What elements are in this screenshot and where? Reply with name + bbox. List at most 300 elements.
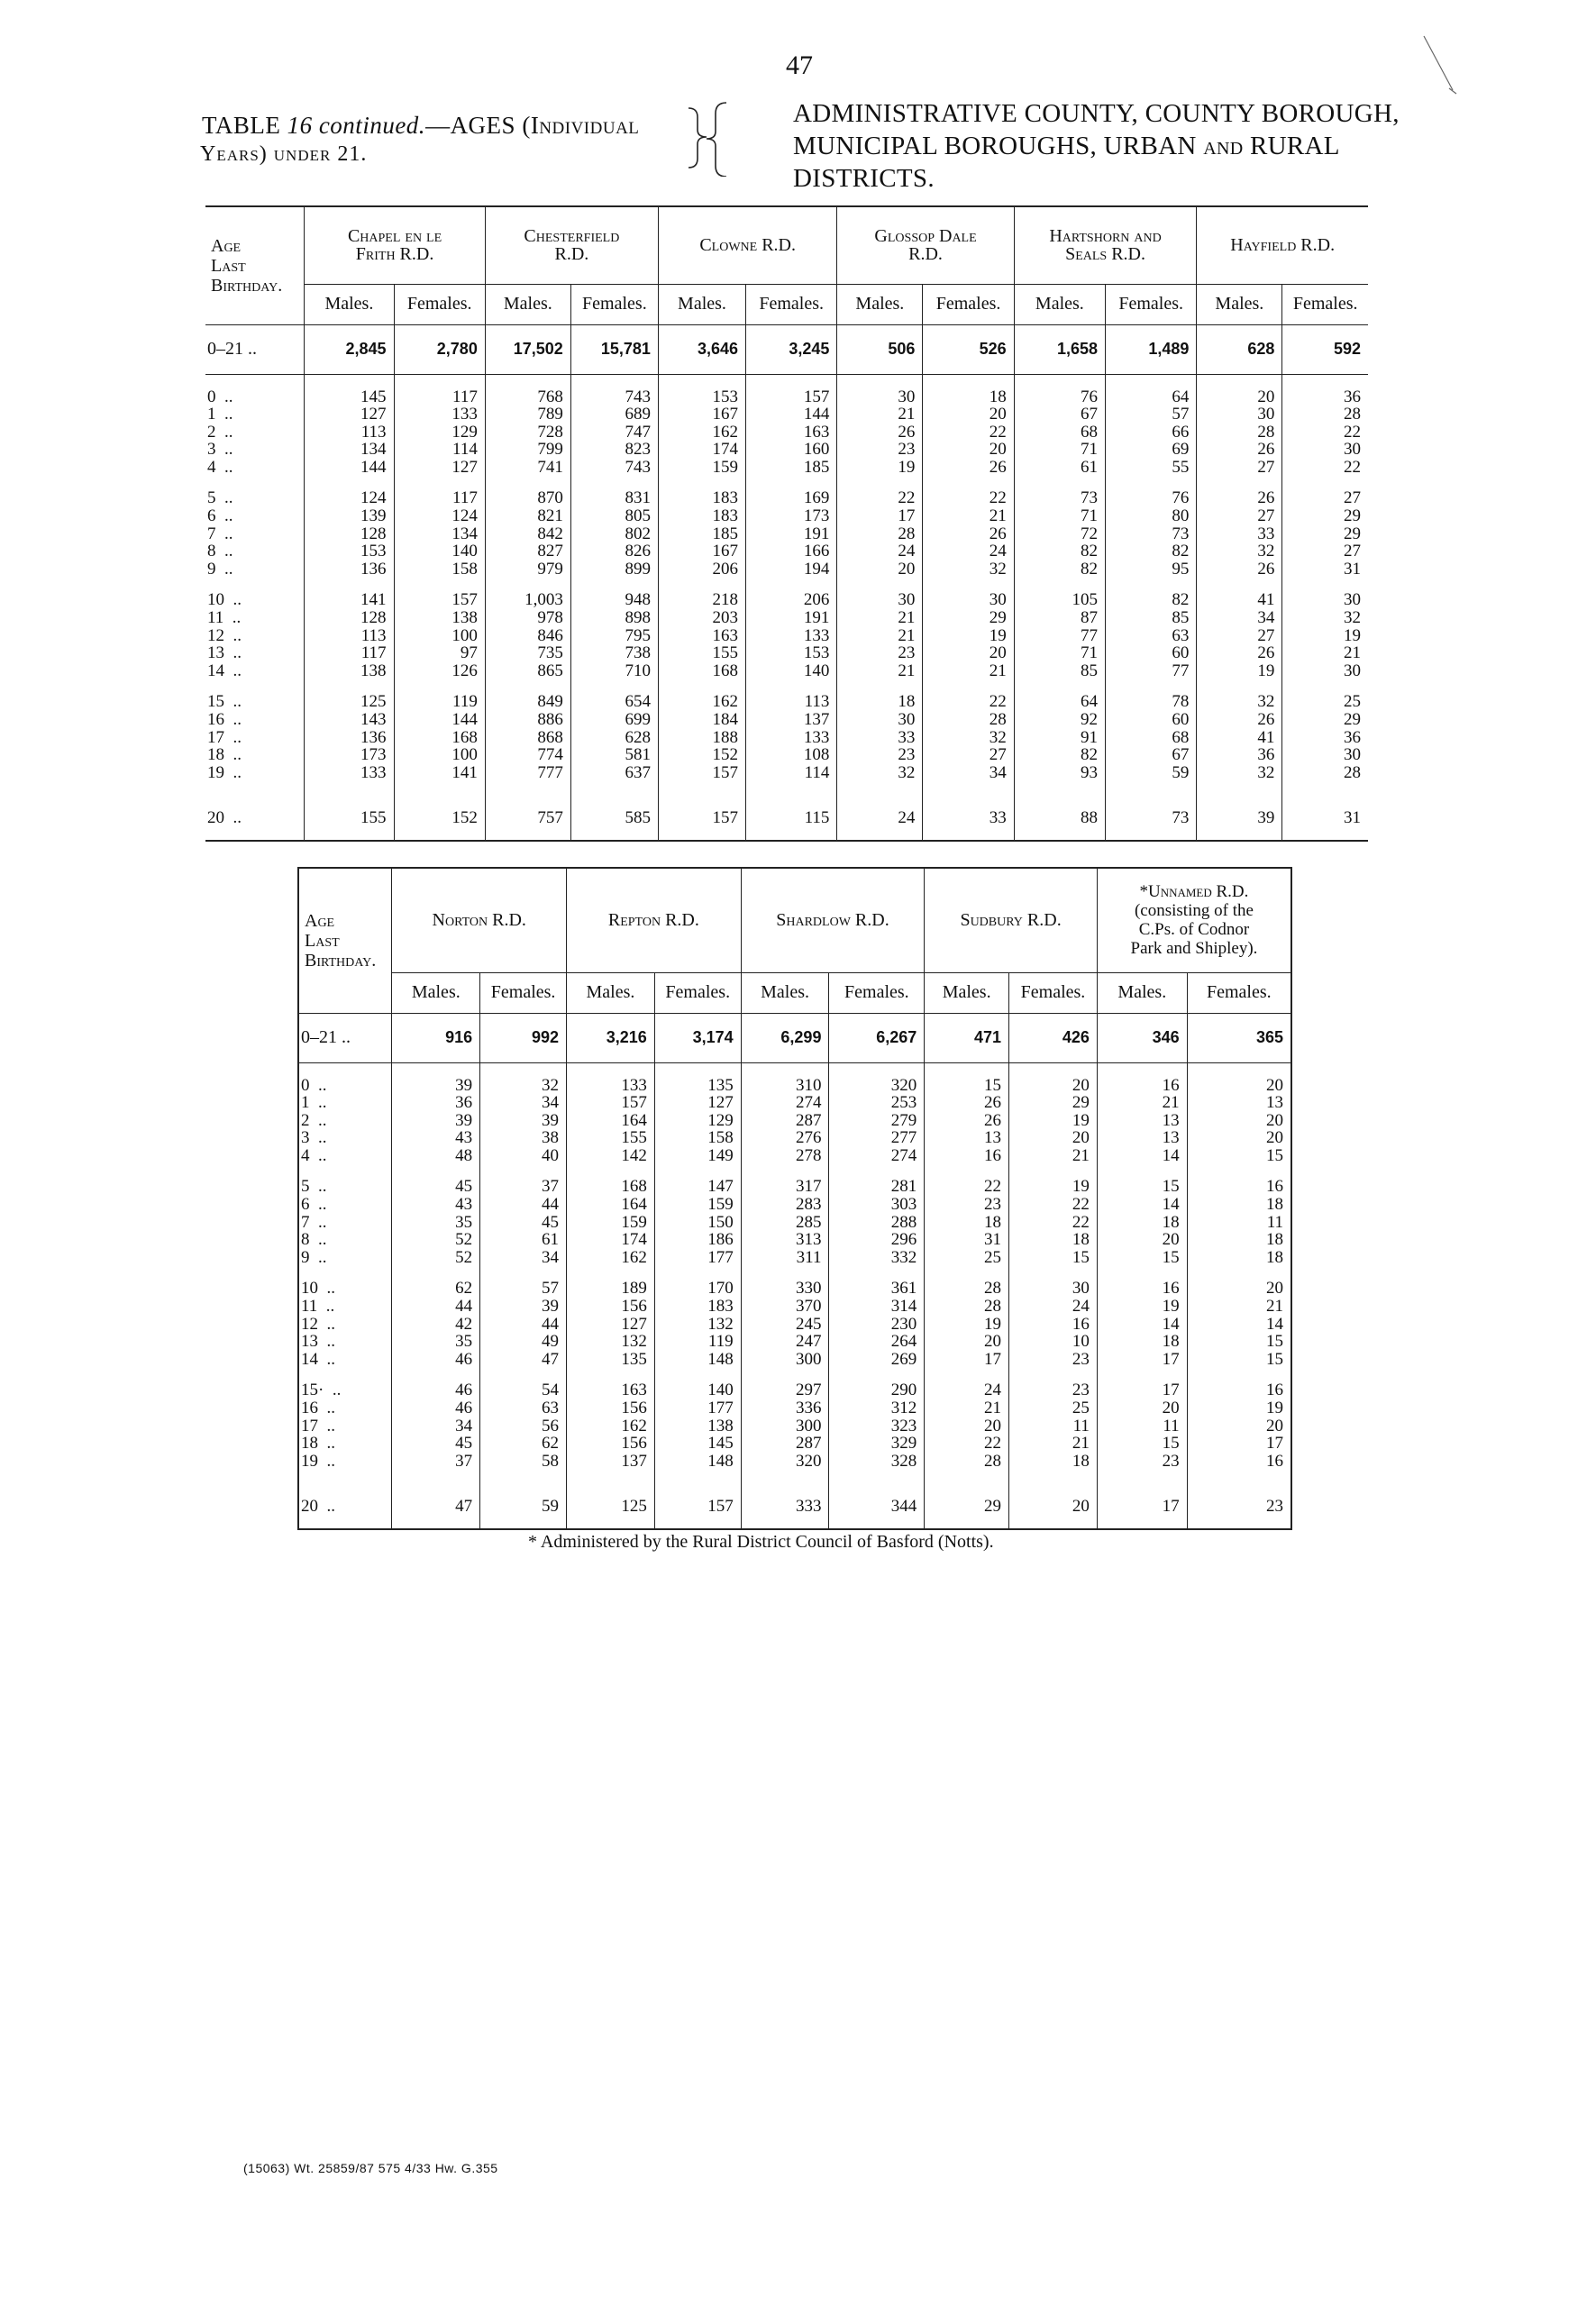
males-value: 849 — [485, 693, 570, 711]
spacer-cell — [567, 1164, 655, 1178]
spacer-cell — [837, 374, 923, 388]
females-value: 320 — [829, 1077, 925, 1095]
footnote: * Administered by the Rural District Council of Basford (Notts). — [528, 1532, 994, 1552]
table-row — [298, 1435, 1291, 1453]
spacer-cell — [837, 476, 923, 489]
females-value: 124 — [394, 507, 485, 525]
spacer-cell — [746, 578, 837, 591]
females-value: 140 — [654, 1381, 741, 1399]
males-value: 20 — [1097, 1231, 1187, 1249]
males-value: 17 — [1097, 1381, 1187, 1399]
females-value: 20 — [1187, 1129, 1291, 1147]
males-value: 19 — [837, 459, 923, 477]
table-row — [298, 1351, 1291, 1369]
females-value: 57 — [1106, 406, 1197, 424]
females-value: 16 — [1187, 1453, 1291, 1471]
females-value: 30 — [1282, 591, 1368, 609]
females-value: 28 — [1282, 764, 1368, 782]
males-value: 24 — [925, 1381, 1009, 1399]
females-value: 149 — [654, 1147, 741, 1165]
males-value: 16 — [925, 1147, 1009, 1165]
females-value: 13 — [1187, 1094, 1291, 1112]
males-value: 13 — [1097, 1112, 1187, 1130]
males-value: 162 — [658, 424, 745, 442]
column-header-females: Females. — [1282, 284, 1368, 324]
column-header-females: Females. — [654, 972, 741, 1013]
males-value: 827 — [485, 542, 570, 561]
males-value: 141 — [305, 591, 394, 609]
females-value: 129 — [654, 1112, 741, 1130]
males-value: 45 — [392, 1178, 480, 1196]
females-value: 11 — [1187, 1214, 1291, 1232]
females-value: 177 — [654, 1249, 741, 1267]
females-value: 365 — [1187, 1013, 1291, 1062]
males-value: 247 — [741, 1333, 829, 1351]
females-value: 78 — [1106, 693, 1197, 711]
males-value: 287 — [741, 1435, 829, 1453]
females-value: 23 — [1187, 1483, 1291, 1529]
males-value: 23 — [837, 644, 923, 662]
table-row — [298, 1214, 1291, 1232]
table-row — [298, 1178, 1291, 1196]
males-value: 36 — [1197, 746, 1282, 764]
males-value: 133 — [567, 1077, 655, 1095]
females-value: 25 — [1009, 1399, 1098, 1417]
females-value: 62 — [480, 1435, 567, 1453]
males-value: 167 — [658, 406, 745, 424]
spacer-cell — [394, 781, 485, 795]
males-value: 155 — [658, 644, 745, 662]
males-value: 41 — [1197, 729, 1282, 747]
females-value: 19 — [1187, 1399, 1291, 1417]
table-row — [298, 1094, 1291, 1112]
spacer-cell — [394, 578, 485, 591]
males-value: 155 — [567, 1129, 655, 1147]
males-value: 143 — [305, 711, 394, 729]
females-value: 15 — [1009, 1249, 1098, 1267]
column-header-males: Males. — [741, 972, 829, 1013]
males-value: 82 — [1014, 542, 1105, 561]
column-header-males: Males. — [1014, 284, 1105, 324]
age-cell: 9 .. — [207, 559, 233, 579]
males-value: 128 — [305, 525, 394, 543]
males-value: 159 — [567, 1214, 655, 1232]
females-value: 59 — [480, 1483, 567, 1529]
males-value: 168 — [658, 662, 745, 680]
district-name-line: Hayfield R.D. — [1230, 235, 1336, 256]
spacer-cell — [1197, 578, 1282, 591]
spacer-cell — [923, 476, 1014, 489]
age-cell: 3 .. — [207, 440, 233, 460]
males-value: 138 — [305, 662, 394, 680]
females-value: 100 — [394, 746, 485, 764]
column-header-males: Males. — [305, 284, 394, 324]
females-value: 21 — [923, 507, 1014, 525]
females-value: 80 — [1106, 507, 1197, 525]
table-title-years: Years) under 21. — [200, 142, 368, 166]
spacer-cell — [1097, 1062, 1187, 1077]
age-cell: 2 .. — [207, 422, 233, 442]
females-value: 2,780 — [394, 324, 485, 374]
females-value: 274 — [829, 1147, 925, 1165]
district-name-line: Glossop Dale — [874, 226, 977, 247]
females-value: 157 — [746, 388, 837, 406]
spacer-cell — [1187, 1470, 1291, 1483]
males-value: 300 — [741, 1417, 829, 1436]
table-row — [205, 693, 1368, 711]
females-value: 37 — [480, 1178, 567, 1196]
males-value: 2,845 — [305, 324, 394, 374]
males-value: 21 — [837, 662, 923, 680]
district-name-line: Chesterfield — [524, 226, 620, 247]
males-value: 61 — [1014, 459, 1105, 477]
age-header-line: Birthday. — [305, 950, 377, 971]
age-cell: 18 .. — [301, 1434, 335, 1454]
females-value: 795 — [570, 627, 658, 645]
females-value: 303 — [829, 1196, 925, 1214]
males-value: 67 — [1014, 406, 1105, 424]
males-value: 139 — [305, 507, 394, 525]
table-row — [205, 406, 1368, 424]
district-name-line: Repton R.D. — [607, 910, 699, 931]
age-cell: 0 .. — [207, 387, 233, 406]
males-value: 789 — [485, 406, 570, 424]
females-value: 802 — [570, 525, 658, 543]
table-row — [298, 1399, 1291, 1417]
district-header-sudbury — [925, 868, 1098, 972]
females-value: 329 — [829, 1435, 925, 1453]
females-value: 314 — [829, 1298, 925, 1316]
spacer-cell — [746, 679, 837, 693]
males-value: 127 — [567, 1316, 655, 1334]
males-value: 21 — [837, 609, 923, 627]
females-value: 168 — [394, 729, 485, 747]
males-value: 183 — [658, 489, 745, 507]
males-value: 23 — [925, 1196, 1009, 1214]
spacer-cell — [925, 1062, 1009, 1077]
males-value: 311 — [741, 1249, 829, 1267]
females-value: 20 — [923, 406, 1014, 424]
females-value: 16 — [1187, 1381, 1291, 1399]
females-value: 159 — [654, 1196, 741, 1214]
spacer-row — [205, 374, 1368, 388]
females-value: 526 — [923, 324, 1014, 374]
females-value: 15,781 — [570, 324, 658, 374]
spacer-cell — [1009, 1266, 1098, 1280]
spacer-cell — [658, 781, 745, 795]
females-value: 117 — [394, 388, 485, 406]
males-value: 18 — [1097, 1214, 1187, 1232]
females-value: 992 — [480, 1013, 567, 1062]
males-value: 768 — [485, 388, 570, 406]
males-value: 32 — [1197, 693, 1282, 711]
males-value: 76 — [1014, 388, 1105, 406]
table-row — [205, 591, 1368, 609]
column-header-males: Males. — [925, 972, 1009, 1013]
males-value: 184 — [658, 711, 745, 729]
males-value: 45 — [392, 1435, 480, 1453]
age-cell: 11 .. — [207, 608, 242, 628]
females-value: 59 — [1106, 764, 1197, 782]
females-value: 20 — [1009, 1077, 1098, 1095]
females-value: 18 — [1187, 1249, 1291, 1267]
spacer-cell — [298, 1470, 392, 1483]
spacer-cell — [570, 578, 658, 591]
females-value: 63 — [480, 1399, 567, 1417]
males-value: 336 — [741, 1399, 829, 1417]
males-value: 127 — [305, 406, 394, 424]
males-value: 30 — [837, 591, 923, 609]
females-value: 253 — [829, 1094, 925, 1112]
females-value: 22 — [923, 489, 1014, 507]
females-value: 21 — [1187, 1298, 1291, 1316]
females-value: 144 — [394, 711, 485, 729]
age-cell: 0–21 .. — [298, 1013, 392, 1062]
district-header-hartshorn-and-seals — [1014, 206, 1197, 284]
females-value: 38 — [480, 1129, 567, 1147]
females-value: 82 — [1106, 542, 1197, 561]
age-cell: 6 .. — [207, 506, 233, 526]
spacer-cell — [829, 1164, 925, 1178]
females-value: 133 — [746, 729, 837, 747]
females-value: 22 — [1009, 1214, 1098, 1232]
males-value: 77 — [1014, 627, 1105, 645]
table-row — [298, 1333, 1291, 1351]
females-value: 22 — [1009, 1196, 1098, 1214]
males-value: 35 — [392, 1214, 480, 1232]
females-value: 10 — [1009, 1333, 1098, 1351]
males-value: 14 — [1097, 1147, 1187, 1165]
females-value: 296 — [829, 1231, 925, 1249]
table-row — [205, 746, 1368, 764]
males-value: 162 — [567, 1417, 655, 1436]
males-value: 157 — [658, 764, 745, 782]
males-value: 132 — [567, 1333, 655, 1351]
table-row — [298, 1381, 1291, 1399]
males-value: 26 — [925, 1094, 1009, 1112]
males-value: 91 — [1014, 729, 1105, 747]
age-cell: 17 .. — [207, 727, 242, 747]
females-value: 20 — [1187, 1417, 1291, 1436]
spacer-cell — [1014, 679, 1105, 693]
females-value: 173 — [746, 507, 837, 525]
table-row — [298, 1249, 1291, 1267]
females-value: 15 — [1187, 1147, 1291, 1165]
page-number: 47 — [786, 50, 813, 80]
females-value: 344 — [829, 1483, 925, 1529]
females-value: 153 — [746, 644, 837, 662]
males-value: 628 — [1197, 324, 1282, 374]
females-value: 22 — [1282, 424, 1368, 442]
males-value: 278 — [741, 1147, 829, 1165]
males-value: 27 — [1197, 507, 1282, 525]
males-value: 117 — [305, 644, 394, 662]
area-and: and — [1203, 132, 1244, 160]
males-value: 155 — [305, 795, 394, 841]
males-value: 18 — [837, 693, 923, 711]
females-value: 25 — [1282, 693, 1368, 711]
females-value: 145 — [654, 1435, 741, 1453]
males-value: 741 — [485, 459, 570, 477]
males-value: 93 — [1014, 764, 1105, 782]
column-header-males: Males. — [1197, 284, 1282, 324]
males-value: 23 — [1097, 1453, 1187, 1471]
males-value: 14 — [1097, 1196, 1187, 1214]
males-value: 26 — [1197, 711, 1282, 729]
males-value: 46 — [392, 1351, 480, 1369]
males-value: 174 — [658, 441, 745, 459]
females-value: 948 — [570, 591, 658, 609]
males-value: 162 — [658, 693, 745, 711]
females-value: 138 — [394, 609, 485, 627]
spacer-cell — [837, 679, 923, 693]
spacer-row — [205, 476, 1368, 489]
females-value: 20 — [1187, 1280, 1291, 1298]
spacer-row — [205, 679, 1368, 693]
spacer-cell — [1197, 679, 1282, 693]
females-value: 73 — [1106, 795, 1197, 841]
males-value: 168 — [567, 1178, 655, 1196]
females-value: 20 — [923, 644, 1014, 662]
age-cell: 12 .. — [301, 1314, 335, 1334]
females-value: 34 — [480, 1249, 567, 1267]
spacer-cell — [1014, 374, 1105, 388]
females-value: 117 — [394, 489, 485, 507]
age-cell: 20 .. — [207, 807, 242, 827]
females-value: 30 — [1282, 441, 1368, 459]
sex-header-row — [298, 972, 1291, 1013]
males-value: 135 — [567, 1351, 655, 1369]
age-cell: 15· .. — [301, 1381, 342, 1400]
males-value: 34 — [392, 1417, 480, 1436]
males-value: 46 — [392, 1381, 480, 1399]
males-value: 39 — [392, 1112, 480, 1130]
table-row — [205, 711, 1368, 729]
females-value: 281 — [829, 1178, 925, 1196]
females-value: 628 — [570, 729, 658, 747]
males-value: 16 — [1097, 1077, 1187, 1095]
age-cell: 4 .. — [207, 457, 233, 477]
males-value: 30 — [837, 388, 923, 406]
spacer-cell — [305, 476, 394, 489]
age-header-line: Birthday. — [211, 275, 283, 296]
females-value: 61 — [480, 1231, 567, 1249]
spacer-cell — [1282, 578, 1368, 591]
females-value: 183 — [654, 1298, 741, 1316]
males-value: 346 — [1097, 1013, 1187, 1062]
spacer-cell — [1106, 781, 1197, 795]
males-value: 136 — [305, 561, 394, 579]
spacer-cell — [1106, 476, 1197, 489]
males-value: 88 — [1014, 795, 1105, 841]
males-value: 283 — [741, 1196, 829, 1214]
spacer-cell — [829, 1470, 925, 1483]
females-value: 54 — [480, 1381, 567, 1399]
males-value: 24 — [837, 795, 923, 841]
females-value: 585 — [570, 795, 658, 841]
spacer-cell — [1106, 679, 1197, 693]
males-value: 978 — [485, 609, 570, 627]
females-value: 23 — [1009, 1381, 1098, 1399]
males-value: 22 — [925, 1435, 1009, 1453]
males-value: 979 — [485, 561, 570, 579]
males-value: 19 — [1097, 1298, 1187, 1316]
spacer-cell — [305, 374, 394, 388]
table-row — [205, 729, 1368, 747]
females-value: 160 — [746, 441, 837, 459]
females-value: 177 — [654, 1399, 741, 1417]
spacer-cell — [1106, 578, 1197, 591]
males-value: 128 — [305, 609, 394, 627]
males-value: 320 — [741, 1453, 829, 1471]
spacer-cell — [205, 374, 305, 388]
spacer-cell — [741, 1470, 829, 1483]
column-header-males: Males. — [392, 972, 480, 1013]
females-value: 194 — [746, 561, 837, 579]
spacer-cell — [923, 374, 1014, 388]
column-header-females: Females. — [480, 972, 567, 1013]
males-value: 821 — [485, 507, 570, 525]
spacer-cell — [1197, 781, 1282, 795]
printer-imprint: (15063) Wt. 25859/87 575 4/33 Hw. G.355 — [243, 2161, 498, 2175]
males-value: 20 — [837, 561, 923, 579]
males-value: 167 — [658, 542, 745, 561]
females-value: 16 — [1009, 1316, 1098, 1334]
column-header-males: Males. — [485, 284, 570, 324]
males-value: 13 — [925, 1129, 1009, 1147]
age-cell: 0–21 .. — [205, 324, 305, 374]
spacer-cell — [485, 476, 570, 489]
males-value: 333 — [741, 1483, 829, 1529]
females-value: 21 — [923, 662, 1014, 680]
age-cell: 7 .. — [301, 1212, 327, 1232]
females-value: 361 — [829, 1280, 925, 1298]
females-value: 27 — [1282, 489, 1368, 507]
males-value: 18 — [925, 1214, 1009, 1232]
spacer-cell — [829, 1368, 925, 1381]
females-value: 126 — [394, 662, 485, 680]
age-cell: 13 .. — [301, 1332, 335, 1352]
males-value: 19 — [925, 1316, 1009, 1334]
females-value: 69 — [1106, 441, 1197, 459]
spacer-cell — [923, 679, 1014, 693]
females-value: 147 — [654, 1178, 741, 1196]
table-row — [205, 561, 1368, 579]
females-value: 85 — [1106, 609, 1197, 627]
females-value: 22 — [923, 424, 1014, 442]
district-header-chapel-en-le-frith — [305, 206, 486, 284]
females-value: 60 — [1106, 644, 1197, 662]
females-value: 277 — [829, 1129, 925, 1147]
males-value: 865 — [485, 662, 570, 680]
males-value: 188 — [658, 729, 745, 747]
females-value: 73 — [1106, 525, 1197, 543]
females-value: 831 — [570, 489, 658, 507]
females-value: 15 — [1187, 1351, 1291, 1369]
females-value: 127 — [654, 1094, 741, 1112]
males-value: 506 — [837, 324, 923, 374]
males-value: 1,658 — [1014, 324, 1105, 374]
males-value: 137 — [567, 1453, 655, 1471]
females-value: 95 — [1106, 561, 1197, 579]
table-title-ages: —AGES ( — [425, 112, 531, 139]
spacer-cell — [746, 374, 837, 388]
age-cell: 1 .. — [207, 405, 233, 424]
spacer-cell — [1282, 679, 1368, 693]
spacer-cell — [658, 374, 745, 388]
corner-pencil-mark — [1422, 34, 1458, 97]
females-value: 20 — [923, 441, 1014, 459]
